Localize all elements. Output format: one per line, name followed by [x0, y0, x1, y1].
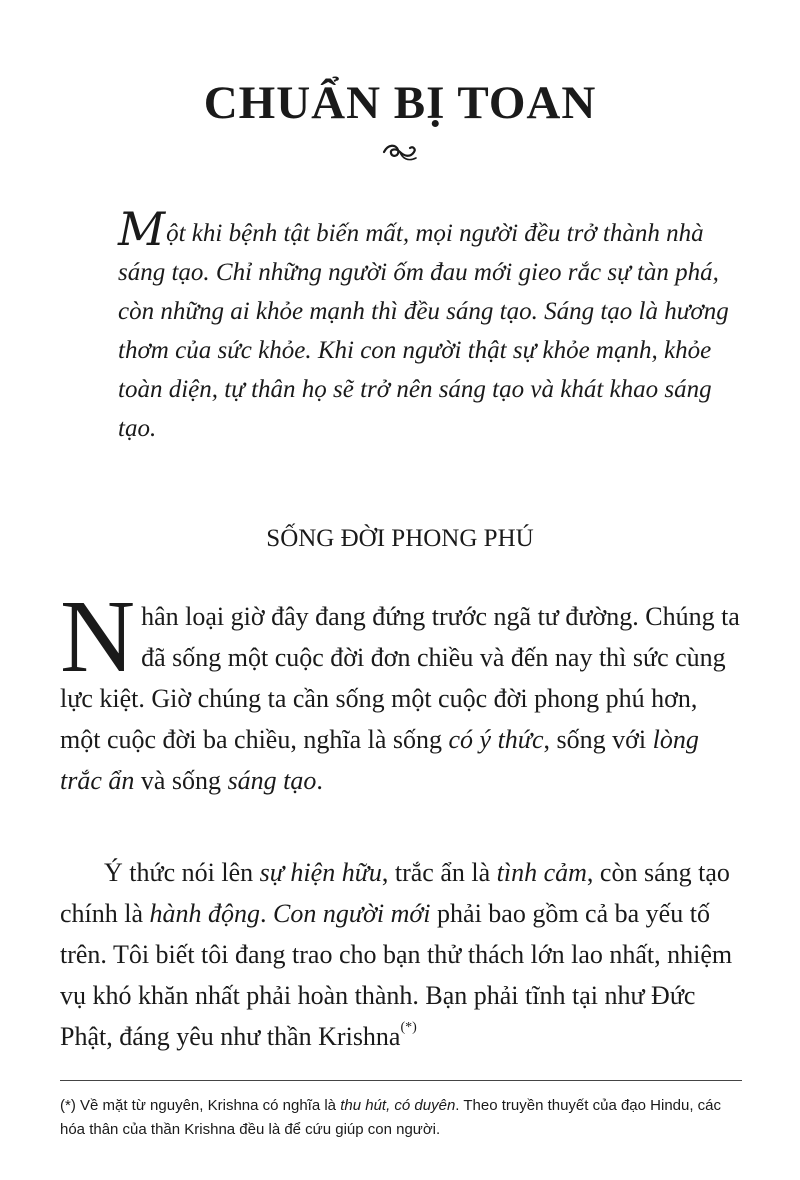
p1-text-a: hân loại giờ đây đang đứng trước ngã tư đường. Chúng ta đã sống một cuộc đời đơn chiều và đến nay thì sức cùng lực kiệt. Giờ chúng ta cần sống một cuộc đời phong phú hơn, một cuộc đời ba chiều, nghĩa là sống	[60, 602, 740, 754]
p1-emphasis-2: lòng trắc ẩn	[60, 725, 699, 795]
p2-emphasis-4: Con người mới	[273, 899, 431, 928]
footnote-text-2: . Theo truyền thuyết của đạo Hindu, các hóa thân của thần Krishna đều là để cứu giúp con người.	[60, 1097, 722, 1138]
footnote-emphasis: thu hút, có duyên	[340, 1097, 456, 1114]
footnote-divider	[60, 1080, 742, 1081]
p2-emphasis-1: sự hiện hữu	[259, 858, 382, 887]
p2-text-2: , trắc ẩn là	[381, 858, 497, 887]
p2-text-4: .	[260, 899, 274, 928]
p1-text-c: và sống	[134, 766, 228, 795]
footnote-text-1: (*) Về mặt từ nguyên, Krishna có nghĩa là	[60, 1097, 341, 1114]
p1-emphasis-3: sáng tạo	[227, 766, 317, 795]
p2-text-5: phải bao gồm cả ba yếu tố trên. Tôi biết tôi đang trao cho bạn thử thách lớn lao nhất, nhiệm vụ khó khăn nhất phải hoàn thành. Bạn phải tĩnh tại như Đức Phật, đáng yêu như thần Krishna	[60, 899, 733, 1051]
p1-text-d: .	[316, 766, 323, 795]
chapter-title: CHUẨN BỊ TOAN	[203, 77, 597, 129]
body-paragraph-2	[60, 852, 742, 1057]
footnote-marker: (*)	[400, 1020, 417, 1035]
paragraph-dropcap: N	[60, 579, 136, 694]
footnote	[60, 1094, 750, 1142]
body-paragraph-1	[60, 579, 742, 801]
p2-text-1: Ý thức nói lên	[104, 858, 260, 887]
p2-emphasis-3: hành động	[149, 899, 261, 928]
p2-text-3: , còn sáng tạo chính là	[60, 858, 730, 928]
intro-text: ột khi bệnh tật biến mất, mọi người đều trở thành nhà sáng tạo. Chỉ những người ốm đau mới gieo rắc sự tàn phá, còn những ai khỏe mạnh thì đều sáng tạo. Sáng tạo là hương thơm của sức khỏe. Khi con người thật sự khỏe mạnh, khỏe toàn diện, tự thân họ sẽ trở nên sáng tạo và khát khao sáng tạo.	[118, 220, 729, 442]
section-heading: SỐNG ĐỜI PHONG PHÚ	[266, 525, 534, 552]
ornament-flourish-icon	[0, 138, 800, 171]
p2-emphasis-2: tình cảm	[496, 858, 587, 887]
flourish-icon	[380, 138, 420, 166]
p1-text-b: , sống với	[543, 725, 653, 754]
intro-dropcap: M	[118, 202, 166, 256]
intro-paragraph	[118, 202, 746, 448]
p1-emphasis-1: có ý thức	[448, 725, 544, 754]
